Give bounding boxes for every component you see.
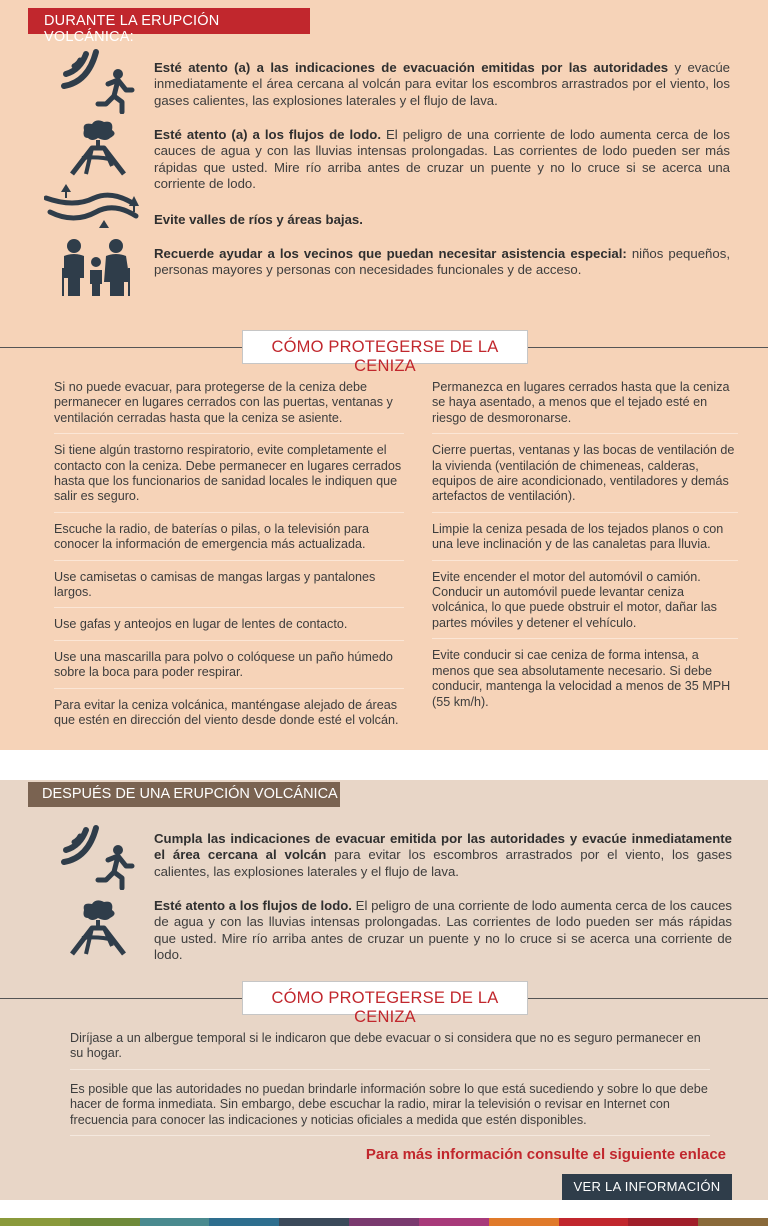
ash-tips-left-column: [54, 380, 404, 745]
during-item-2-text: El peligro de una corriente de lodo aumenta cerca de los cauces de agua y con las lluvias intensas prolongadas. Las corrientes de lodo pueden ser más rápidas que usted. Mire río arriba antes de cruzar un puente y no lo cruce si se acerca una corriente de lodo.: [154, 127, 730, 191]
after-header: DESPUÉS DE UNA ERUPCIÓN VOLCÁNICA: [28, 782, 340, 807]
ash-tip: Es posible que las autoridades no puedan brindarle información sobre lo que está sucediendo y sobre lo que debe hacer de forma inmediata. Sin embargo, debe escuchar la radio, mirar la televisión o revisar en Internet con frecuencia para conocer las indicaciones y noticias oficiales a medida que estén disponibles.: [70, 1082, 710, 1136]
during-item-3-bold: Evite valles de ríos y áreas bajas.: [154, 212, 363, 227]
color-strip-segment: [140, 1218, 210, 1226]
color-strip-segment: [419, 1218, 489, 1226]
ash-tip: Escuche la radio, de baterías o pilas, o la televisión para conocer la información de emergencia más actualizada.: [54, 522, 404, 561]
color-strip-segment: [559, 1218, 629, 1226]
during-item-2-bold: Esté atento (a) a los flujos de lodo.: [154, 127, 381, 142]
ash-tip: Use una mascarilla para polvo o colóquese un paño húmedo sobre la boca para poder respirar.: [54, 650, 404, 689]
ash-tip: Cierre puertas, ventanas y las bocas de ventilación de la vivienda (ventilación de chimeneas, calderas, equipos de aire acondicionado, ventiladores y demás artefactos de ventilación).: [432, 443, 738, 513]
color-strip-segment: [70, 1218, 140, 1226]
color-strip: [0, 1218, 768, 1226]
during-item-4: [154, 246, 730, 279]
ash-tip: Si tiene algún trastorno respiratorio, evite completamente el contacto con la ceniza. Debe permanecer en lugares cerrados hasta que los funcionarios de sanidad locales le indiquen que salir es seguro.: [54, 443, 404, 513]
color-strip-segment: [698, 1218, 768, 1226]
ash-tip: Limpie la ceniza pesada de los tejados planos o con una leve inclinación y de las canaletas para lluvia.: [432, 522, 738, 561]
evacuation-icon: [60, 44, 136, 114]
after-item-2-text: El peligro de una corriente de lodo aumenta cerca de los cauces de agua y con las lluvias intensas prolongadas. Las corrientes de lodo pueden ser más rápidas que usted. Mire río arriba antes de cruzar un puente y no lo cruce si se acerca una corriente de lodo.: [154, 898, 732, 962]
after-item-2-bold: Esté atento a los flujos de lodo.: [154, 898, 352, 913]
river-valley-icon: [44, 182, 144, 232]
volcano-icon: [68, 118, 128, 176]
family-icon: [60, 238, 132, 298]
more-info-link-text: Para más información consulte el siguiente enlace: [365, 1146, 726, 1163]
volcano-icon: [68, 898, 128, 956]
ash-tip: Para evitar la ceniza volcánica, manténgase alejado de áreas que estén en dirección del viento desde donde esté el volcán.: [54, 697, 399, 728]
color-strip-segment: [279, 1218, 349, 1226]
during-item-3: [154, 212, 730, 228]
color-strip-segment: [209, 1218, 279, 1226]
color-strip-segment: [349, 1218, 419, 1226]
during-item-4-text: niños pequeños, personas mayores y personas con necesidades funcionales y de acceso.: [154, 246, 730, 278]
after-item-1-bold: Cumpla las indicaciones de evacuar emitida por las autoridades y evacúe inmediatamente el área cercana al volcán: [154, 831, 732, 863]
ash-protection-title: CÓMO PROTEGERSE DE LA CENIZA: [242, 981, 528, 1015]
during-item-1-text: y evacúe inmediatamente el área cercana al volcán para evitar los escombros arrastrados por el viento, los gases calientes, las explosiones laterales y el flujo de lava.: [154, 60, 730, 108]
color-strip-segment: [489, 1218, 559, 1226]
after-section: [0, 780, 768, 1200]
ash-protection-title: CÓMO PROTEGERSE DE LA CENIZA: [242, 330, 528, 364]
ash-tip: Evite encender el motor del automóvil o camión. Conducir un automóvil puede levantar ceniza volcánica, lo que puede obstruir el motor, dañar las partes móviles y detener el vehículo.: [432, 570, 738, 640]
after-item-1: [154, 831, 732, 880]
ash-tips-right-column: [432, 380, 738, 726]
during-item-4-bold: Recuerde ayudar a los vecinos que puedan necesitar asistencia especial:: [154, 246, 627, 261]
evacuation-icon: [60, 820, 136, 890]
after-ash-tips: [70, 1031, 710, 1145]
color-strip-segment: [0, 1218, 70, 1226]
after-item-2: [154, 898, 732, 963]
during-item-1: [154, 60, 730, 109]
ash-tip: Use gafas y anteojos en lugar de lentes de contacto.: [54, 617, 404, 640]
view-information-button[interactable]: VER LA INFORMACIÓN: [562, 1174, 732, 1200]
during-header: DURANTE LA ERUPCIÓN VOLCÁNICA:: [28, 8, 310, 34]
during-item-2: [154, 127, 730, 192]
ash-tip: Evite conducir si cae ceniza de forma intensa, a menos que sea absolutamente necesario. Si debe conducir, mantenga la velocidad a menos de 35 MPH (55 km/h).: [432, 648, 731, 709]
ash-tip: Use camisetas o camisas de mangas largas y pantalones largos.: [54, 570, 404, 609]
after-item-1-text: para evitar los escombros arrastrados por el viento, los gases calientes, las explosiones laterales y el flujo de lava.: [154, 847, 732, 879]
ash-tip: Diríjase a un albergue temporal si le indicaron que debe evacuar o si considera que no es seguro permanecer en su hogar.: [70, 1031, 710, 1070]
ash-tip: Permanezca en lugares cerrados hasta que la ceniza se haya asentado, a menos que el tejado esté en riesgo de desmoronarse.: [432, 380, 738, 434]
ash-tip: Si no puede evacuar, para protegerse de la ceniza debe permanecer en lugares cerrados con las puertas, ventanas y ventilación cerradas hasta que la ceniza se asiente.: [54, 380, 404, 434]
color-strip-segment: [628, 1218, 698, 1226]
during-item-1-bold: Esté atento (a) a las indicaciones de evacuación emitidas por las autoridades: [154, 60, 669, 75]
